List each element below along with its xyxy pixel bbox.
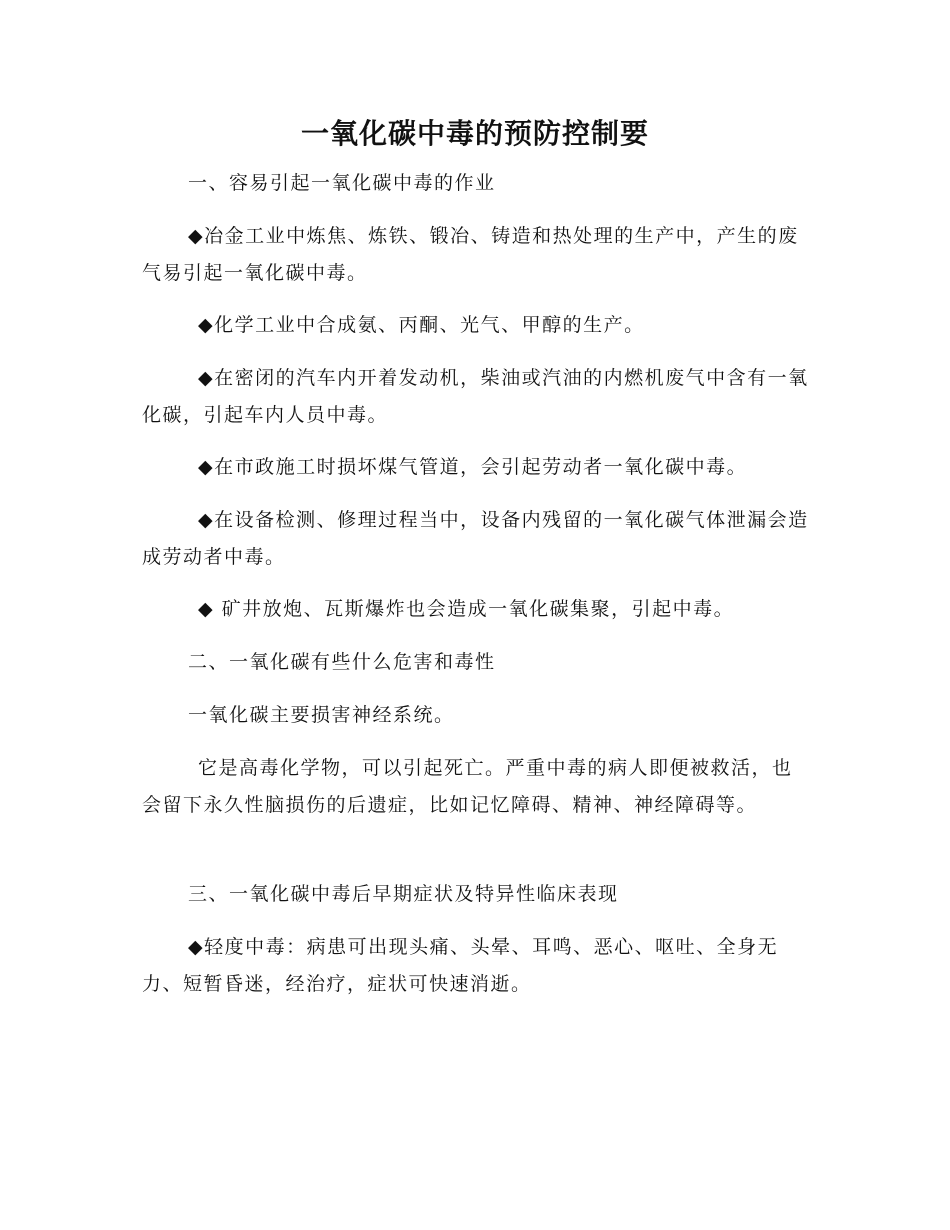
- section-1-item-3: ◆在密闭的汽车内开着发动机，柴油或汽油的内燃机废气中含有一氧化碳，引起车内人员中毒。: [142, 367, 809, 426]
- section-1-item-6: ◆ 矿井放炮、瓦斯爆炸也会造成一氧化碳集聚，引起中毒。: [198, 598, 735, 620]
- section-1-item-5: ◆在设备检测、修理过程当中，设备内残留的一氧化碳气体泄漏会造成劳动者中毒。: [142, 509, 809, 568]
- section-2-heading: 二、一氧化碳有些什么危害和毒性: [188, 651, 496, 673]
- section-3-heading: 三、一氧化碳中毒后早期症状及特异性临床表现: [188, 883, 619, 905]
- section-3-item-1: ◆轻度中毒：病患可出现头痛、头晕、耳鸣、恶心、呕吐、全身无力、短暂昏迷，经治疗，症状可快速消逝。: [142, 936, 779, 995]
- section-2-paragraph-1: 一氧化碳主要损害神经系统。: [188, 704, 455, 726]
- section-1-item-4: ◆在市政施工时损坏煤气管道，会引起劳动者一氧化碳中毒。: [198, 456, 748, 478]
- section-2-paragraph-2: 它是高毒化学物，可以引起死亡。严重中毒的病人即便被救活，也会留下永久性脑损伤的后遗症，比如记忆障碍、精神、神经障碍等。: [142, 757, 793, 816]
- section-1-item-1: ◆冶金工业中炼焦、炼铁、锻冶、铸造和热处理的生产中，产生的废气易引起一氧化碳中毒。: [142, 225, 799, 284]
- section-1-heading: 一、容易引起一氧化碳中毒的作业: [188, 172, 496, 194]
- document-title: 一氧化碳中毒的预防控制要: [300, 117, 649, 150]
- section-1-item-2: ◆化学工业中合成氨、丙酮、光气、甲醇的生产。: [198, 314, 645, 336]
